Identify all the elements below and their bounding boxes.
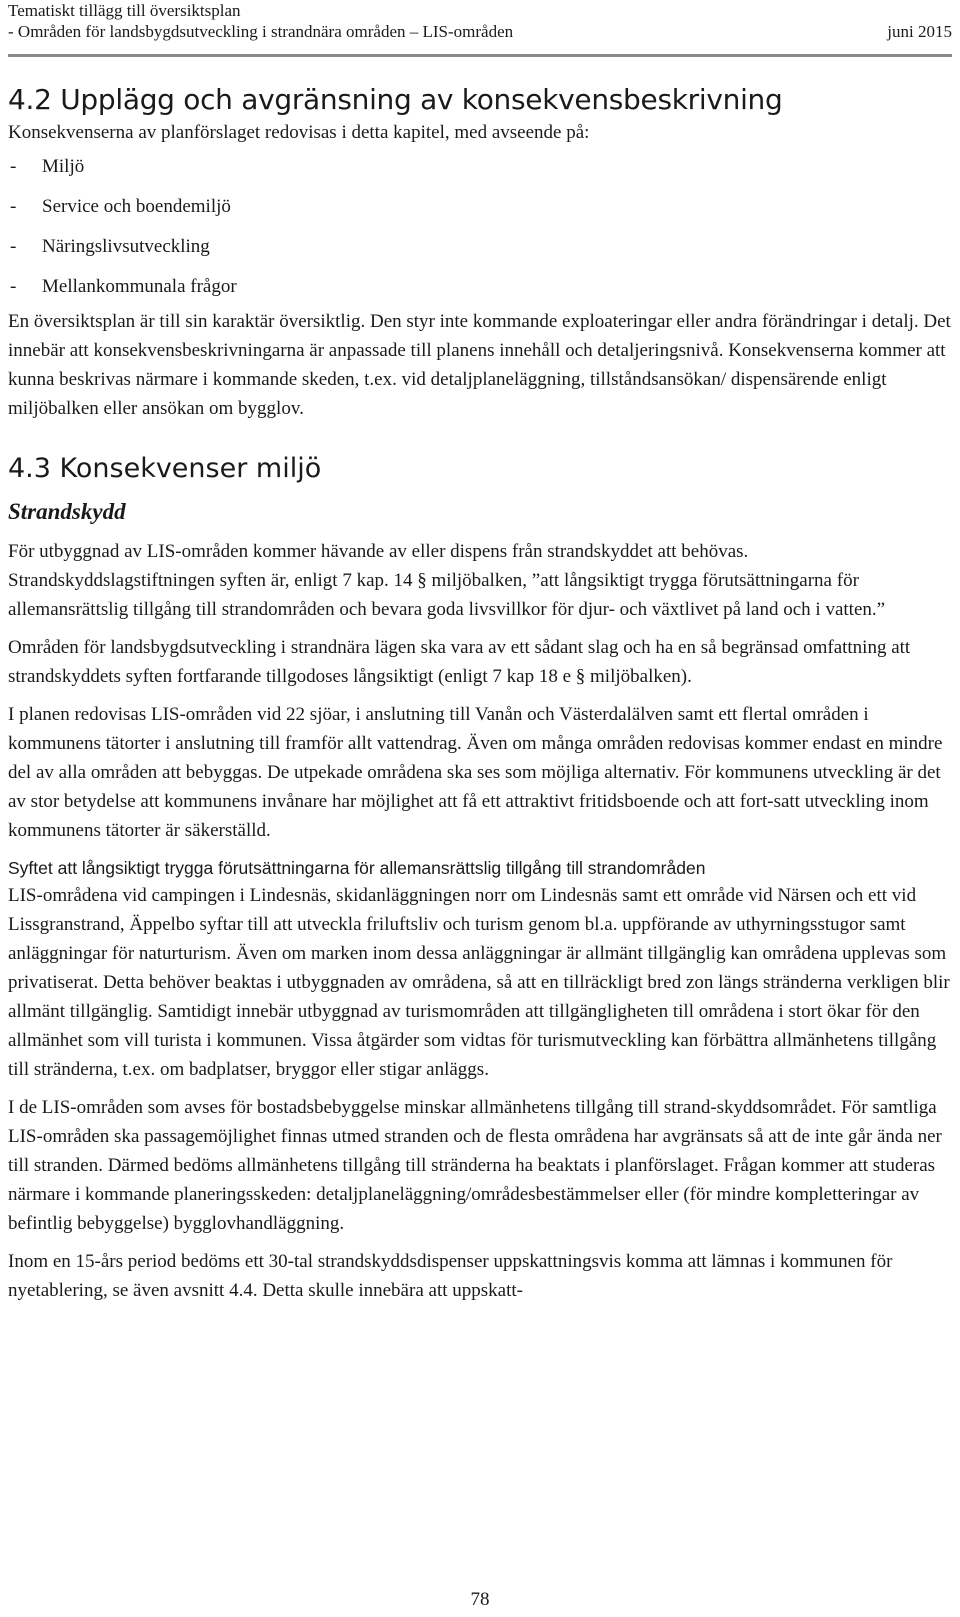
consequence-list	[8, 147, 952, 307]
header-date: juni 2015	[887, 22, 952, 41]
list-item: - Service och boendemiljö	[10, 196, 231, 217]
paragraph: I de LIS-områden som avses för bostadsbebyggelse minskar allmänhetens tillgång till strand-skyddsområdet. För samtliga LIS-områden ska passagemöjlighet finnas utmed stranden och de flesta områdena har avgränsats så att de inte går ända ner till stranden. Därmed bedöms allmänhetens tillgång till stränderna ha beaktats i planförslaget. Frågan kommer att studeras närmare i kommande planeringsskeden: detaljplaneläggning/områdesbestämmelser eller (för mindre kompletteringar av befintlig bebyggelse) bygglovhandläggning.	[8, 1097, 942, 1234]
paragraph: För utbyggnad av LIS-områden kommer hävande av eller dispens från strandskyddet att behövas. Strandskyddslagstiftningen syften är, enligt 7 kap. 14 § miljöbalken, ”att långsiktigt trygga förutsättningarna för allemansrättslig tillgång till strandområden och bevara goda livsvillkor för djur- och växtlivet på land och i vatten.”	[8, 541, 886, 620]
subheading-strandskydd: Strandskydd	[8, 499, 126, 524]
section-4-2-intro: Konsekvenserna av planförslaget redovisas i detta kapitel, med avseende på:	[8, 122, 590, 143]
header-subtitle: - Områden för landsbygdsutveckling i strandnära områden – LIS-områden	[8, 22, 514, 41]
paragraph: Områden för landsbygdsutveckling i strandnära lägen ska vara av ett sådant slag och ha en så begränsad omfattning att strandskyddets syften fortfarande tillgodoses långsiktigt (enligt 7 kap 18 e § miljöbalken).	[8, 637, 911, 687]
list-item: - Näringslivsutveckling	[10, 236, 210, 257]
section-4-2-body: En översiktsplan är till sin karaktär översiktlig. Den styr inte kommande exploateringar eller andra förändringar i detalj. Det innebär att konsekvensbeskrivningarna är anpassade till planens innehåll och detaljeringsnivå. Konsekvenserna kommer att kunna beskrivas närmare i kommande skeden, t.ex. vid detaljplaneläggning, tillståndsansökan/ dispensärende enligt miljöbalken eller ansökan om bygglov.	[8, 311, 951, 419]
header-title: Tematiskt tillägg till översiktsplan	[8, 1, 241, 20]
page-content	[8, 82, 952, 1305]
section-4-3-heading: 4.3 Konsekvenser miljö	[8, 453, 322, 484]
paragraph: Inom en 15-års period bedöms ett 30-tal strandskyddsdispenser uppskattningsvis komma att lämnas i kommunen för nyetablering, se även avsnitt 4.4. Detta skulle innebära att uppskatt-	[8, 1251, 893, 1301]
list-item: - Miljö	[10, 156, 85, 177]
section-4-2-heading: 4.2 Upplägg och avgränsning av konsekvensbeskrivning	[8, 83, 783, 116]
paragraph: LIS-områdena vid campingen i Lindesnäs, skidanläggningen norr om Lindesnäs samt ett område vid Närsen och ett vid Lissgranstrand, Äppelbo syftar till att utveckla friluftsliv och turism genom bl.a. uppförande av uthyrningsstugor samt anläggningar för naturturism. Även om marken inom dessa anläggningar är allmänt tillgänglig kan områdena upplevas som privatiserat. Detta behöver beaktas i utbyggnaden av områdena, så att en tillräckligt bred zon längs stränderna verkligen blir allmänt tillgänglig. Samtidigt innebär utbyggnad av turismområden att tillgängligheten till områdena i stort ökar för den allmänhet som vill turista i kommunen. Vissa åtgärder som vidtas för turismutveckling kan förbättra allmänhetens tillgång till stränderna, t.ex. om badplatser, bryggor eller stigar anläggs.	[8, 885, 950, 1080]
list-item: - Mellankommunala frågor	[10, 276, 237, 297]
header-divider	[8, 54, 952, 57]
paragraph-title: Syftet att långsiktigt trygga förutsättningarna för allemansrättslig tillgång till strandområden	[8, 858, 706, 878]
header-line-1	[8, 0, 952, 21]
header-line-2	[8, 21, 952, 42]
page-header	[8, 0, 952, 42]
paragraph: I planen redovisas LIS-områden vid 22 sjöar, i anslutning till Vanån och Västerdalälven samt ett flertal områden i kommunens tätorter i anslutning till framför allt vattendrag. Även om många områden redovisas kommer endast en mindre del av alla områden att bebyggas. De utpekade områdena ska ses som möjliga alternativ. För kommunens utveckling är det av stor betydelse att kommunens invånare har möjlighet att få ett attraktivt fritidsboende och att fort-satt utveckling inom kommunens tätorter är säkerställd.	[8, 704, 943, 841]
page-number: 78	[470, 1589, 490, 1610]
